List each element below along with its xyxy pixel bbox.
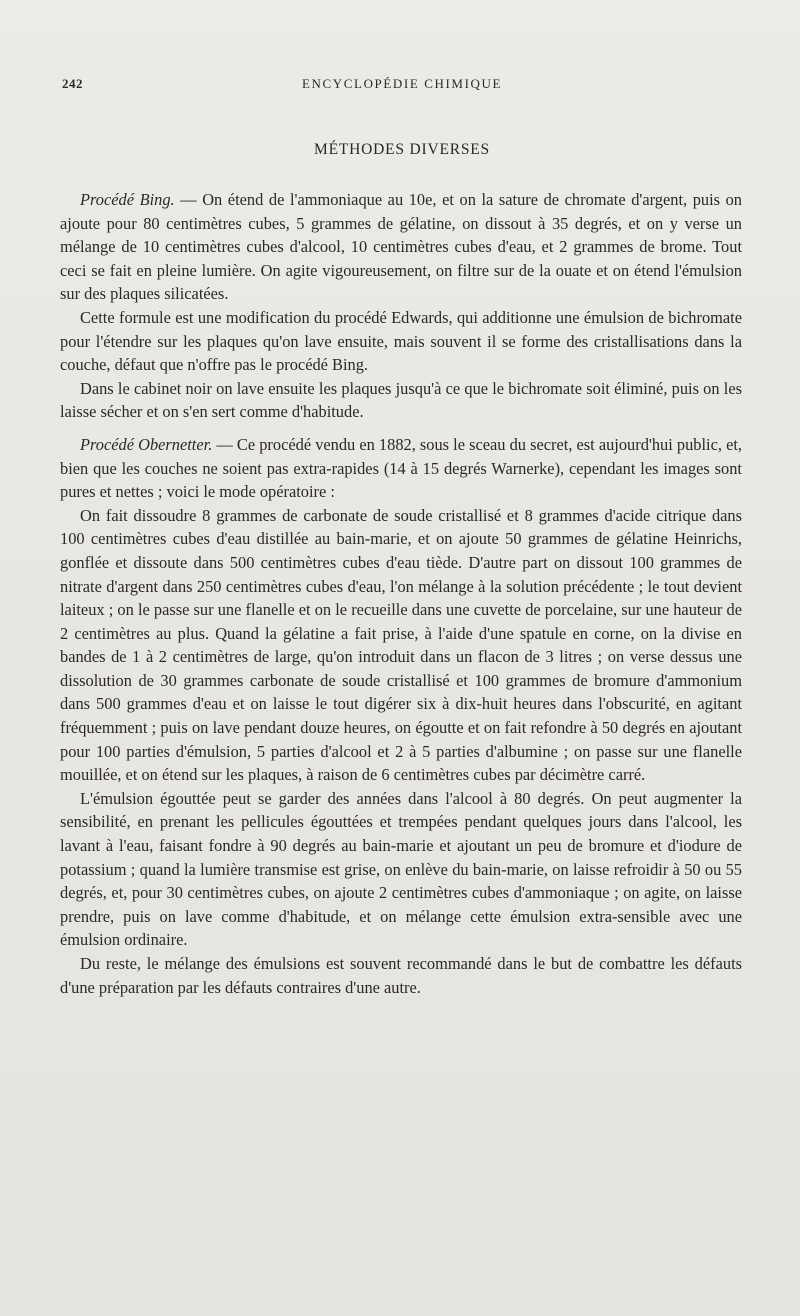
paragraph-text: — Ce procédé vendu en 1882, sous le sceau du secret, est aujourd'hui public, et, bien que les couches ne soient pas extra-rapides (14 à 15 degrés Warnerke), cependant les images sont pures et nettes ; voici le mode opératoire :	[60, 434, 742, 502]
paragraph-darkroom-wash	[60, 377, 742, 424]
running-head	[62, 76, 742, 96]
paragraph-emulsion-mixing	[60, 952, 742, 999]
paragraph-text: L'émulsion égouttée peut se garder des années dans l'alcool à 80 degrés. On peut augmenter la sensibilité, en prenant les pellicules égouttées et trempées pendant quelques jours dans l'alcool, les lavant à l'eau, faisant fondre à 90 degrés au bain-marie et ajoutant un peu de bromure et d'iodure de potassium ; quand la lumière transmise est grise, on enlève du bain-marie, on laisse refroidir à 50 ou 55 degrés, et, pour 30 centimètres cubes, on ajoute 2 centimètres cubes d'ammoniaque ; on agite, on laisse prendre, puis on lave comme d'habitude, et on mélange cette émulsion extra-sensible avec une émulsion ordinaire.	[60, 788, 742, 950]
section-heading: MÉTHODES DIVERSES	[314, 141, 490, 158]
paragraph-text: Dans le cabinet noir on lave ensuite les plaques jusqu'à ce que le bichromate soit éliminé, puis on les laisse sécher et on s'en sert comme d'habitude.	[60, 378, 742, 422]
paragraph-emulsion-storage	[60, 787, 742, 952]
body-text	[60, 188, 742, 999]
paragraph-text: — On étend de l'ammoniaque au 10e, et on la sature de chromate d'argent, puis on ajoute pour 80 centimètres cubes, 5 grammes de gélatine, on dissout à 35 degrés, et on y verse un mélange de 10 centimètres cubes d'alcool, 10 centimètres cubes d'eau, et 2 grammes de brome. Tout ceci se fait en pleine lumière. On agite vigoureusement, on filtre sur de la ouate et on étend l'émulsion sur des plaques silicatées.	[60, 190, 742, 304]
paragraph-obernetter-intro	[60, 433, 742, 504]
paragraph-lead: Procédé Bing.	[80, 190, 175, 209]
paragraph-obernetter-method	[60, 504, 742, 787]
paragraph-text: Cette formule est une modification du procédé Edwards, qui additionne une émulsion de bichromate pour l'étendre sur les plaques qu'on lave ensuite, mais souvent il se forme des cristallisations dans la couche, défaut que n'offre pas le procédé Bing.	[60, 307, 742, 375]
paragraph-text: Du reste, le mélange des émulsions est souvent recommandé dans le but de combattre les défauts d'une préparation par les défauts contraires d'une autre.	[60, 954, 742, 997]
running-title: ENCYCLOPÉDIE CHIMIQUE	[301, 76, 503, 91]
paragraph-bing-intro	[60, 188, 742, 306]
page-number: 242	[62, 76, 83, 91]
paragraph-text: On fait dissoudre 8 grammes de carbonate de soude cristallisé et 8 grammes d'acide citrique dans 100 centimètres cubes d'eau distillée au bain-marie, et on ajoute 50 grammes de gélatine Heinrichs, gonflée et dissoute dans 500 centimètres cubes d'eau tiède. D'autre part on dissout 100 grammes de nitrate d'argent dans 250 centimètres cubes d'eau, l'on mélange à la solution précédente ; le tout devient laiteux ; on le passe sur une flanelle et on le recueille dans une cuvette de porcelaine, sur une hauteur de 2 centimètres au plus. Quand la gélatine a fait prise, à l'aide d'une spatule en corne, on la divise en bandes de 1 à 2 centimètres de large, qu'on introduit dans un flacon de 3 litres ; on verse dessus une dissolution de 30 grammes carbonate de soude cristallisé et 100 grammes de bromure d'ammonium dans 500 grammes d'eau et on laisse le tout digérer six à dix-huit heures dans l'obscurité, en agitant fréquemment ; puis on lave pendant douze heures, on égoutte et on fait refondre à 50 degrés en ajoutant pour 100 parties d'émulsion, 5 parties d'alcool et 2 à 5 parties d'albumine ; on passe sur une flanelle mouillée, et on étend sur les plaques, à raison de 6 centimètres cubes par décimètre carré.	[60, 505, 742, 785]
paragraph-lead: Procédé Obernetter.	[80, 434, 213, 454]
paragraph-edwards-comparison	[60, 306, 742, 377]
